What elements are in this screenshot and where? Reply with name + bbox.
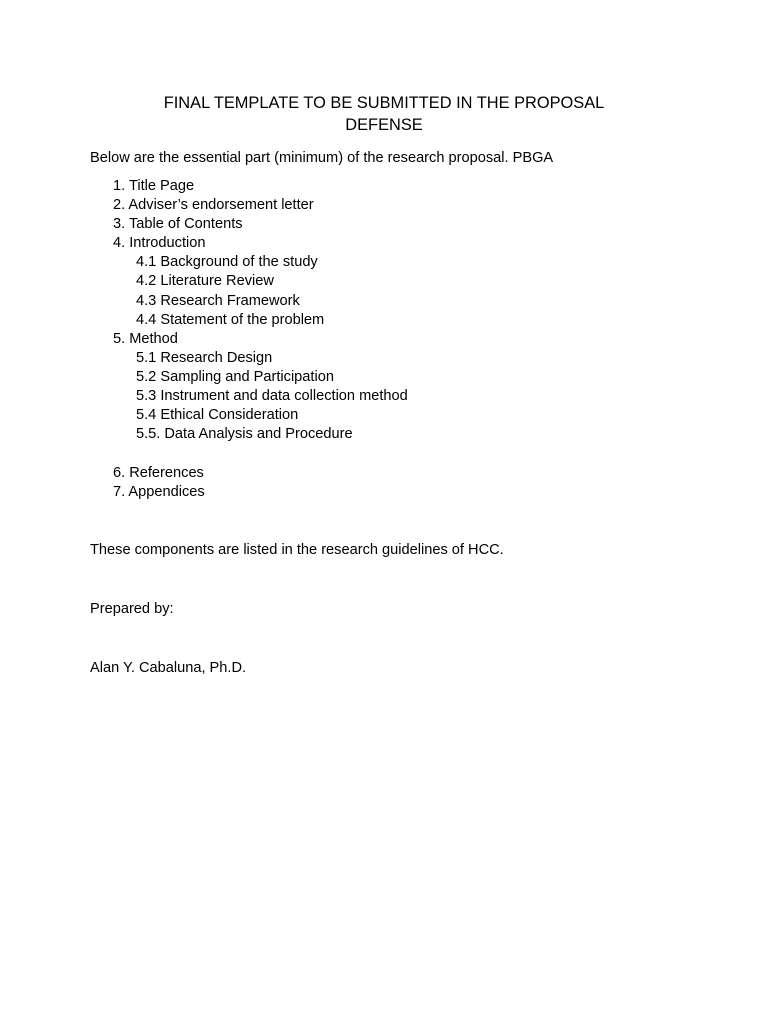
outline-subitem-literature-review: 4.2 Literature Review <box>136 273 274 290</box>
outline-subitem-ethical-consideration: 5.4 Ethical Consideration <box>136 407 299 424</box>
proposal-outline <box>113 177 408 503</box>
title-line-2: DEFENSE <box>345 116 423 134</box>
outline-subitem-instrument: 5.3 Instrument and data collection method <box>136 388 408 405</box>
outline-item-table-of-contents: 3. Table of Contents <box>113 216 243 233</box>
outline-item-endorsement-letter: 2. Adviser’s endorsement letter <box>113 197 314 214</box>
prepared-by-label: Prepared by: <box>90 601 174 617</box>
outline-item-introduction: 4. Introduction <box>113 235 206 252</box>
author-name: Alan Y. Cabaluna, Ph.D. <box>90 660 247 676</box>
intro-paragraph: Below are the essential part (minimum) of the research proposal. PBGA <box>90 150 554 166</box>
outline-subitem-research-design: 5.1 Research Design <box>136 349 273 366</box>
outline-subitem-data-analysis: 5.5. Data Analysis and Procedure <box>136 426 353 443</box>
outline-item-title-page: 1. Title Page <box>113 178 195 194</box>
outline-subitem-statement-of-problem: 4.4 Statement of the problem <box>136 311 325 328</box>
outline-subitem-research-framework: 4.3 Research Framework <box>136 292 300 309</box>
title-line-1: FINAL TEMPLATE TO BE SUBMITTED IN THE PROPOSAL <box>163 94 605 112</box>
outline-subitem-background: 4.1 Background of the study <box>136 254 318 271</box>
guidelines-note: These components are listed in the research guidelines of HCC. <box>90 542 504 558</box>
outline-item-method: 5. Method <box>113 330 178 347</box>
outline-subitem-sampling: 5.2 Sampling and Participation <box>136 368 334 385</box>
document-title <box>120 92 648 136</box>
outline-item-appendices: 7. Appendices <box>113 484 205 501</box>
outline-item-references: 6. References <box>113 465 204 482</box>
